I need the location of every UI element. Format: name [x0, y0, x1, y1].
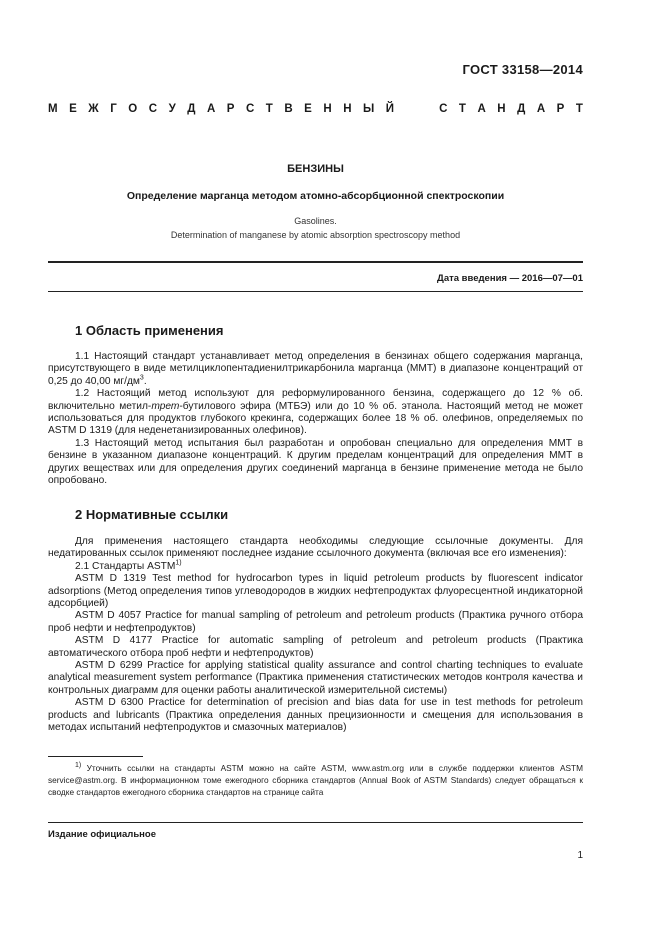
banner-letter: Т — [265, 103, 273, 115]
section-1-heading: 1 Область применения — [75, 323, 224, 338]
reference-item: ASTM D 1319 Test method for hydrocarbon types in liquid petroleum products by fluorescent indicator adsorptions (Метод определения типов углеводородов в жидких нефтепродуктах флуоресцентной индикаторной адсорбцией) — [48, 573, 583, 610]
banner-letter: О — [128, 103, 138, 115]
introduction-date: Дата введения — 2016—07—01 — [437, 273, 583, 284]
banner-letter: Г — [110, 103, 117, 115]
reference-item: ASTM D 4177 Practice for automatic sampling of petroleum and petroleum products (Практика автоматического отбора проб нефти и нефтепродуктов) — [48, 635, 583, 659]
english-title: Gasolines. — [294, 216, 337, 226]
paragraph-1-1: 1.1 Настоящий стандарт устанавливает метод определения в бензинах общего содержания марганца, присутствующего в виде метилциклопентадиенилтрикарбонила марганца (ММТ) в диапазоне концентраций от 0,25 до 40,00 $мг/дм^3$. — [48, 351, 583, 387]
banner-letter: Т — [575, 103, 583, 115]
document-title: БЕНЗИНЫ — [287, 163, 344, 175]
banner-letter: С — [245, 103, 255, 115]
footnote: $^{1)}$ Уточнить ссылки на стандарты ASTM можно на сайте ASTM, www.astm.org или в службе поддержки клиентов ASTM service@astm.org. В информационном томе ежегодного сборника стандартов (Annual Book of ASTM Standards) следует обращаться к сводке стандартов ежегодного сборника стандартов на странице сайта — [48, 762, 583, 798]
interstate-standard-banner — [48, 103, 583, 115]
banner-letter: В — [284, 103, 293, 115]
banner-letter: Н — [323, 103, 332, 115]
paragraph-2-intro: Для применения настоящего стандарта необходимы следующие ссылочные документы. Для недатированных ссылок применяют последнее издание ссылочного документа (включая все его изменения): — [48, 536, 583, 560]
page-number: 1 — [577, 850, 583, 861]
banner-gap — [406, 103, 428, 115]
english-subtitle: Determination of manganese by atomic absorption spectroscopy method — [170, 230, 461, 240]
section-2-body — [48, 536, 583, 735]
paragraph-2-1: 2.1 Стандарты ASTM$^{1)}$ — [75, 559, 182, 572]
banner-letter: С — [439, 103, 448, 115]
footer-divider — [48, 822, 583, 823]
banner-letter: Н — [343, 103, 352, 115]
banner-letter: Й — [385, 103, 395, 115]
banner-letter: С — [148, 103, 158, 115]
banner-letter: Д — [187, 103, 196, 115]
banner-letter: Р — [556, 103, 565, 115]
footnote-divider — [48, 756, 143, 757]
banner-letter: А — [206, 103, 216, 115]
banner-letter: А — [477, 103, 486, 115]
standard-number: ГОСТ 33158—2014 — [462, 62, 583, 77]
banner-letter: Т — [458, 103, 466, 115]
date-divider — [48, 291, 583, 292]
section-2-heading: 2 Нормативные ссылки — [75, 507, 229, 522]
reference-item: ASTM D 6300 Practice for determination of precision and bias data for use in test methods for petroleum products and lubricants (Практика определения данных прецизионности и смещения для использования в методах испытаний нефтепродуктов и смазочных материалов) — [48, 697, 583, 734]
banner-letter: Д — [517, 103, 526, 115]
banner-letter: Е — [304, 103, 312, 115]
header-divider — [48, 261, 583, 263]
section-1-body — [48, 351, 583, 487]
banner-letter: Ж — [88, 103, 99, 115]
paragraph-1-3: 1.3 Настоящий метод испытания был разработан и опробован специально для определения ММТ в бензине в указанном диапазоне концентраций. К другим пределам концентраций для определения ММТ в других веществах или для определения других соединений марганца в бензине применение метода не было опробовано. — [48, 437, 583, 487]
banner-letter: Е — [69, 103, 77, 115]
banner-letter: А — [536, 103, 546, 115]
official-edition-label: Издание официальное — [48, 829, 156, 840]
banner-letter: М — [48, 103, 58, 115]
paragraph-1-2: 1.2 Настоящий метод используют для реформулированного бензина, содержащего до 12 % об. включительно метил-трет-бутилового эфира (МТБЭ) или до 10 % об. этанола. Настоящий метод не может использоваться для продуктов глубокого крекинга, содержащих более 18 % об. олефинов, определяемых по ASTM D 1319 (для неденетанизированных олефинов). — [48, 388, 583, 437]
document-subtitle: Определение марганца методом атомно-абсорбционной спектроскопии — [126, 190, 505, 202]
banner-letter: Н — [497, 103, 506, 115]
banner-letter: Ы — [363, 103, 375, 115]
reference-item: ASTM D 6299 Practice for applying statistical quality assurance and control charting techniques to evaluate analytical measurement system performance (Практика применения статистических методов контроля качества и контрольных диаграмм для оценки работы аналитической измерительной системы) — [48, 660, 583, 696]
reference-item: ASTM D 4057 Practice for manual sampling of petroleum and petroleum products (Практика ручного отбора проб нефти и нефтепродуктов) — [48, 610, 583, 634]
banner-letter: Р — [226, 103, 235, 115]
banner-letter: У — [168, 103, 176, 115]
